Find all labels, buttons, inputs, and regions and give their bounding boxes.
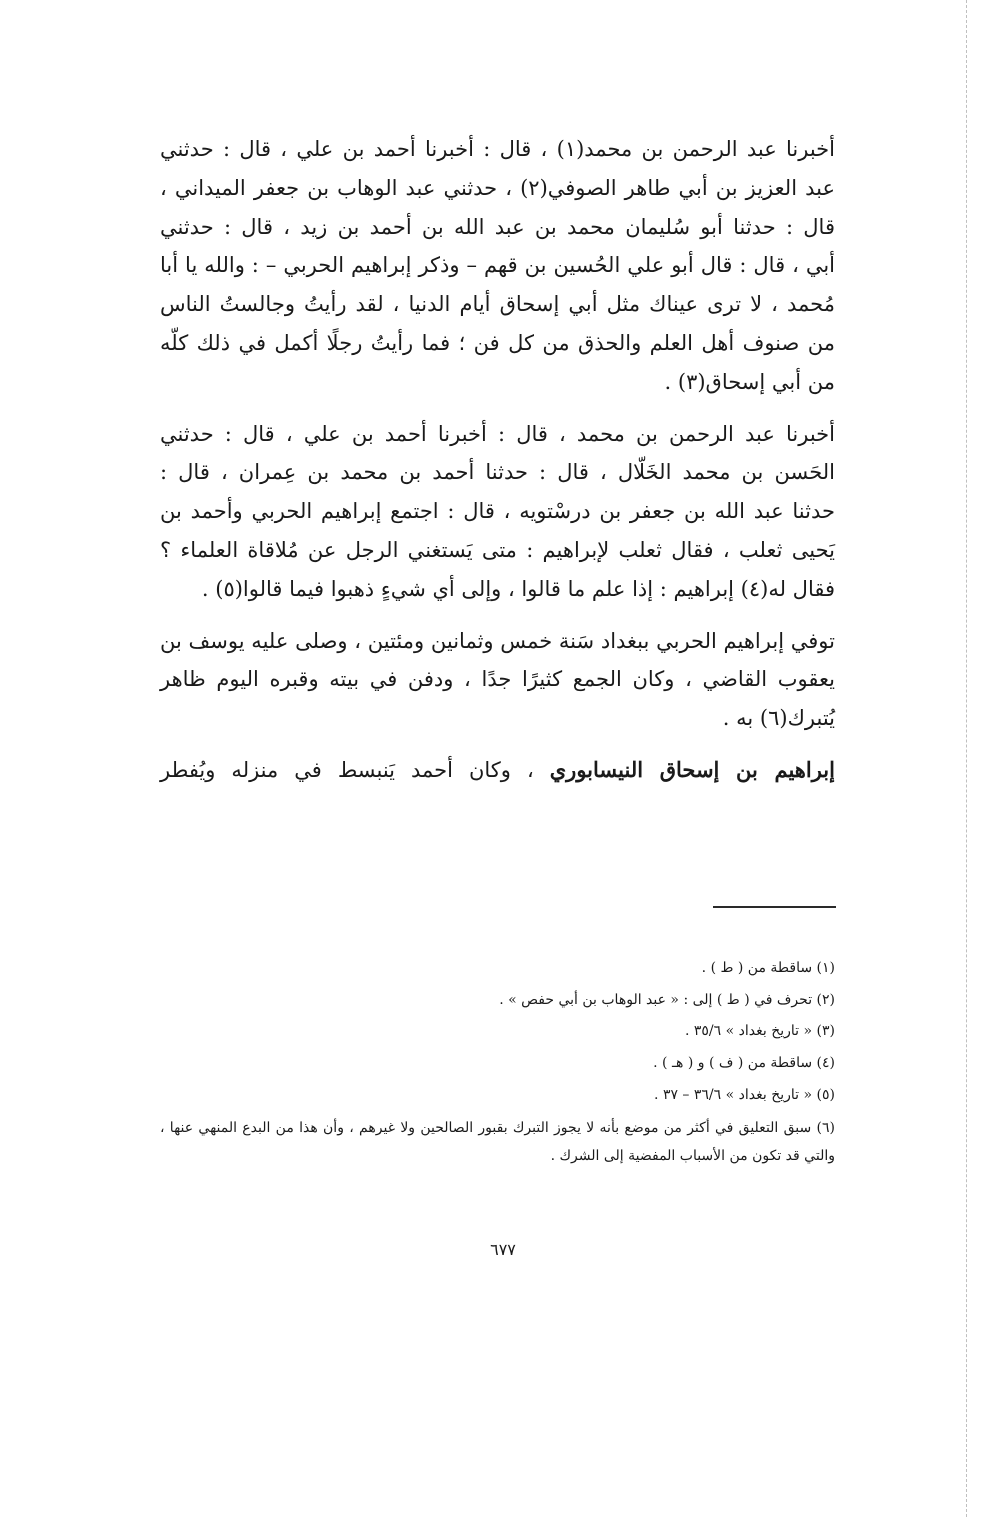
text-line: يَحيى ثعلب ، فقال ثعلب لإبراهيم : متى يَستغني الرجل عن مُلاقاة العلماء ؟	[160, 537, 835, 562]
section-heading: إبراهيم بن إسحاق النيسابوري	[549, 756, 835, 782]
footnotes	[160, 953, 835, 1170]
text-line: مُحمد ، لا ترى عيناك مثل أبي إسحاق أيام الدنيا ، لقد رأيتُ وجالستُ الناس	[160, 292, 835, 317]
paragraph	[160, 622, 835, 738]
text-line	[160, 751, 835, 790]
text-line: أخبرنا عبد الرحمن بن محمد ، قال : أخبرنا أحمد بن علي ، قال : حدثني	[160, 421, 835, 446]
paragraph	[160, 130, 835, 402]
footnote: (٥) « تاريخ بغداد » ٣٦/٦ – ٣٧ .	[654, 1086, 835, 1103]
page-number: ٦٧٧	[490, 1240, 516, 1259]
text-line: أبي ، قال : قال أبو علي الحُسين بن قهم – وذكر إبراهيم الحربي – : والله يا أبا	[160, 253, 835, 278]
footnote: (٣) « تاريخ بغداد » ٣٥/٦ .	[684, 1023, 835, 1040]
paragraph	[160, 751, 835, 790]
paragraph	[160, 415, 835, 609]
footnote: (٤) ساقطة من ( ف ) و ( هـ ) .	[653, 1055, 835, 1072]
text-line: من أبي إسحاق(٣) .	[664, 369, 835, 394]
scan-edge-line	[966, 0, 967, 1517]
footnote: (٦) سبق التعليق في أكثر من موضع بأنه لا يجوز التبرك بقبور الصالحين ولا غيرهم ، وأن هذا من البدع المنهي عنها ، والتي قد تكون من الأسباب المفضية إلى الشرك .	[160, 1119, 835, 1164]
text-line: يُتبرك(٦) به .	[722, 706, 835, 731]
text-line: فقال له(٤) إبراهيم : إذا علم ما قالوا ، وإلى أي شيءٍ ذهبوا فيما قالوا(٥) .	[201, 576, 835, 601]
text-line: عبد العزيز بن أبي طاهر الصوفي(٢) ، حدثني عبد الوهاب بن جعفر الميداني ،	[160, 175, 835, 200]
footnote: (١) ساقطة من ( ط ) .	[701, 960, 835, 976]
text-line: يعقوب القاضي ، وكان الجمع كثيرًا جدًا ، ودفن في بيته وقبره اليوم ظاهر	[160, 667, 835, 692]
text-line: أخبرنا عبد الرحمن بن محمد(١) ، قال : أخبرنا أحمد بن علي ، قال : حدثني	[160, 137, 835, 161]
text-line: توفي إبراهيم الحربي ببغداد سَنة خمس وثمانين ومئتين ، وصلى عليه يوسف بن	[160, 628, 835, 653]
text-line: الحَسن بن محمد الخَلّال ، قال : حدثنا أحمد بن محمد بن عِمران ، قال :	[160, 460, 835, 485]
heading-continuation: ، وكان أحمد يَنبسط في منزله ويُفطر	[160, 757, 550, 782]
text-line: من صنوف أهل العلم والحذق من كل فن ؛ فما رأيتُ رجلًا أكمل في ذلك كلّه	[160, 330, 835, 355]
text-line: حدثنا عبد الله بن جعفر بن درسْتويه ، قال : اجتمع إبراهيم الحربي وأحمد بن	[160, 499, 835, 524]
footnote-separator	[713, 906, 836, 908]
footnote: (٢) تحرف في ( ط ) إلى : « عبد الوهاب بن أبي حفص » .	[499, 991, 835, 1008]
text-line: قال : حدثنا أبو سُليمان محمد بن عبد الله بن أحمد بن زيد ، قال : حدثني	[160, 214, 835, 239]
main-text	[160, 130, 835, 803]
